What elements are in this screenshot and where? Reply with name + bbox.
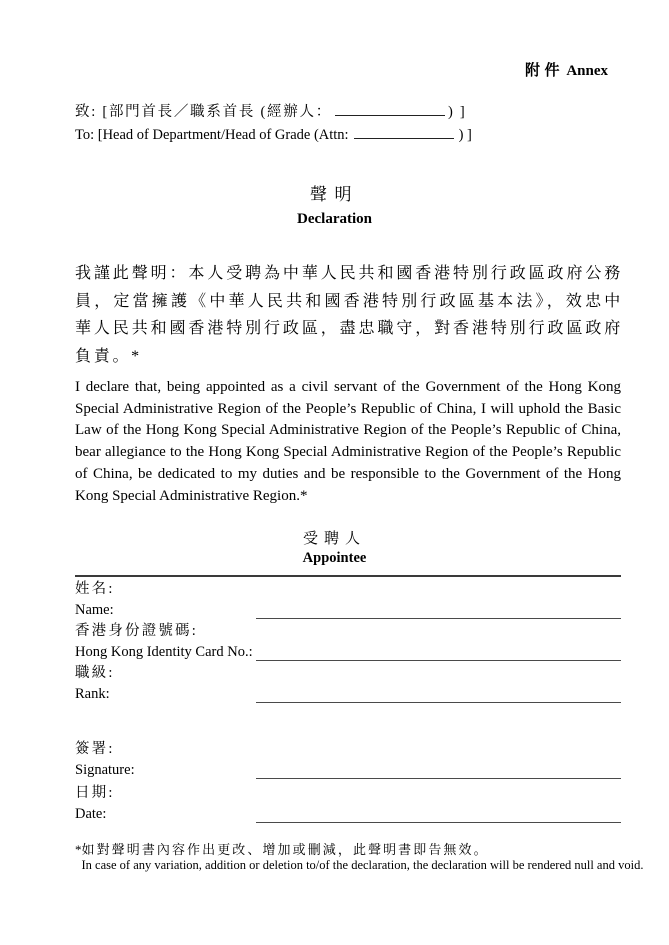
addressee-block: [75, 100, 472, 146]
rank-fill-line[interactable]: [256, 701, 621, 703]
annex-label: [525, 59, 608, 80]
declaration-paragraph-en: I declare that, being appointed as a civil servant of the Government of the Hong Kong Special Administrative Region of the People’s Republic of China, I will uphold the Basic Law of the Hong Kong Special Administrative Region of the People’s Republic of China, bear allegiance to the Hong Kong Special Administrative Region of the People’s Republic of China, be dedicated to my duties and be responsible to the Government of the Hong Kong Special Administrative Region.*: [75, 379, 621, 504]
appointee-heading-zh: 受聘人: [302, 531, 366, 547]
footnote-asterisk: *: [75, 842, 82, 857]
annex-label-en: Annex: [566, 63, 608, 79]
addressee-zh-suffix: ) ]: [448, 104, 467, 120]
form-field-signature: [75, 737, 621, 781]
attn-blank-zh[interactable]: [335, 100, 445, 116]
footnote: [75, 841, 644, 873]
signature-fill-line[interactable]: [256, 777, 621, 779]
name-fill-line[interactable]: [256, 617, 621, 619]
appointee-heading-en: Appointee: [302, 550, 367, 566]
annex-label-zh: 附件: [525, 63, 565, 79]
title-zh: 聲明: [309, 185, 360, 204]
footnote-zh: 如對聲明書內容作出更改、增加或刪減，此聲明書即告無效。: [81, 842, 489, 857]
title-en: Declaration: [297, 211, 372, 227]
date-fill-line[interactable]: [256, 821, 621, 823]
attn-blank-en[interactable]: [354, 123, 454, 139]
addressee-zh-prefix: 致: [部門首長／職系首長 (經辦人：: [75, 104, 332, 120]
addressee-en-suffix: ) ]: [458, 127, 472, 143]
addressee-line-en: [75, 123, 472, 146]
appointee-form: [75, 575, 621, 705]
rank-label-en: Rank:: [75, 686, 110, 702]
signature-section: [75, 737, 621, 825]
hkid-label-en: Hong Kong Identity Card No.:: [75, 644, 253, 660]
signature-label-en: Signature:: [75, 762, 135, 778]
form-field-rank: [75, 663, 621, 705]
form-field-date: [75, 781, 621, 825]
addressee-en-prefix: To: [Head of Department/Head of Grade (Attn:: [75, 127, 349, 143]
name-label-zh: 姓名:: [75, 581, 115, 597]
declaration-paragraph-zh: 我謹此聲明：本人受聘為中華人民共和國香港特別行政區政府公務員，定當擁護《中華人民共和國香港特別行政區基本法》，效忠中華人民共和國香港特別行政區，盡忠職守，對香港特別行政區政府負責。*: [75, 265, 623, 365]
addressee-line-zh: [75, 100, 472, 123]
name-label-en: Name:: [75, 602, 114, 618]
date-label-zh: 日期:: [75, 785, 115, 801]
rank-label-zh: 職級:: [75, 665, 115, 681]
hkid-fill-line[interactable]: [256, 659, 621, 661]
signature-label-zh: 簽署:: [75, 741, 115, 757]
form-field-hkid: [75, 621, 621, 663]
footnote-en: In case of any variation, addition or deletion to/of the declaration, the declaration will be rendered null and void.: [81, 858, 644, 872]
form-field-name: [75, 579, 621, 621]
hkid-label-zh: 香港身份證號碼:: [75, 623, 198, 639]
date-label-en: Date:: [75, 806, 107, 822]
